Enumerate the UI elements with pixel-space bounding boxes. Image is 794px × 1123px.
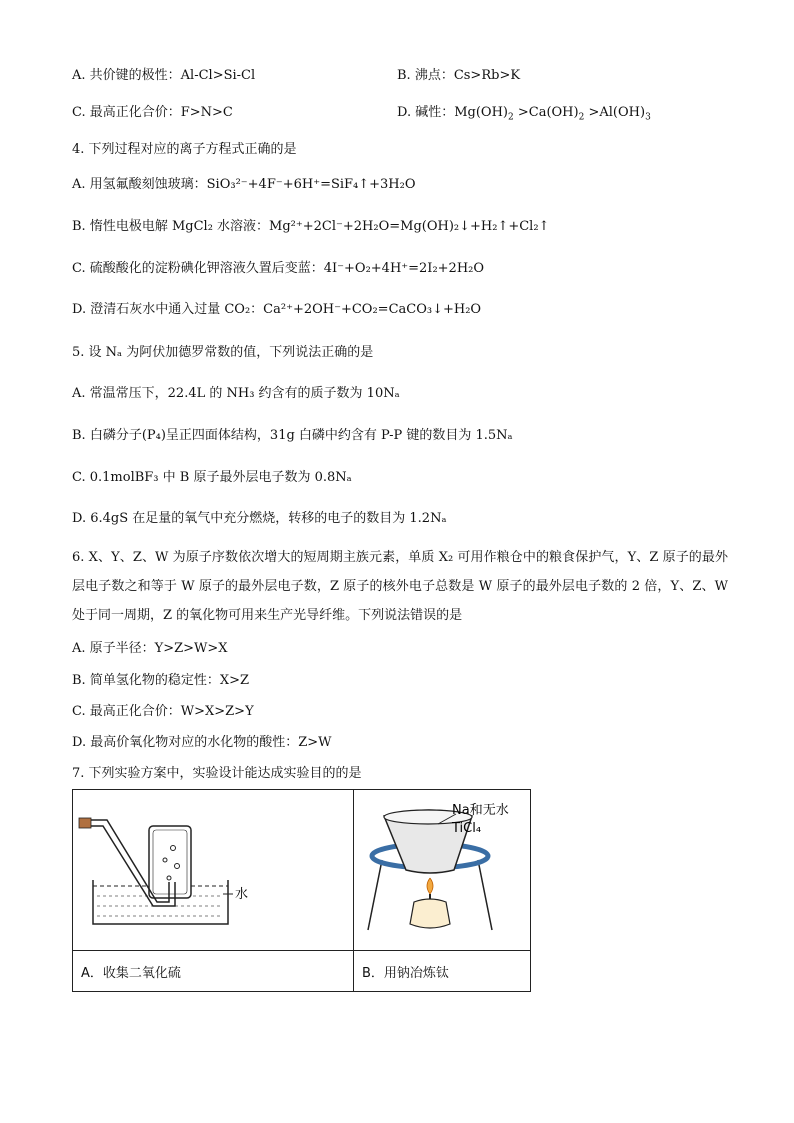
q5-option-d: D. 6.4gS 在足量的氧气中充分燃烧，转移的电子的数目为 1.2Nₐ: [72, 511, 447, 526]
q4-option-d: D. 澄清石灰水中通入过量 CO₂：Ca²⁺+2OH⁻+CO₂=CaCO₃↓+H₂O: [72, 302, 482, 317]
q5-option-c: C. 0.1molBF₃ 中 B 原子最外层电子数为 0.8Nₐ: [72, 470, 352, 485]
q6-option-c: C. 最高正化合价：W>X>Z>Y: [72, 704, 254, 719]
q3-option-c: C. 最高正化合价：F>N>C: [72, 105, 233, 120]
experiment-a-caption: A．收集二氧化硫: [73, 951, 354, 992]
experiment-b-caption: B．用钠冶炼钛: [354, 951, 531, 992]
q5-option-b: B. 白磷分子(P₄)呈正四面体结构，31g 白磷中约含有 P-P 键的数目为 1.5Nₐ: [72, 428, 513, 443]
q5-option-a: A. 常温常压下，22.4L 的 NH₃ 约含有的质子数为 10Nₐ: [72, 386, 400, 401]
reagent-label-na: Na和无水: [452, 803, 509, 818]
experiment-b-figure: [354, 790, 531, 951]
water-label: 水: [235, 887, 249, 902]
gas-collection-diagram: [73, 790, 353, 946]
q6-option-a: A. 原子半径：Y>Z>W>X: [72, 641, 228, 656]
q4-stem: 4. 下列过程对应的离子方程式正确的是: [72, 142, 297, 157]
sodium-titanium-diagram: [354, 790, 530, 946]
q6-stem: 6. X、Y、Z、W 为原子序数依次增大的短周期主族元素，单质 X₂ 可用作粮仓中的粮食保护气，Y、Z 原子的最外层电子数之和等于 W 原子的最外层电子数，Z 原子的核外电子总数是 W 原子的最外层电子数的 2 倍，Y、Z、W 处于同一周期，Z 的氧化物可用来生产光导纤维。下列说法错误的是: [72, 550, 728, 623]
q4-option-a: A. 用氢氟酸刻蚀玻璃：SiO₃²⁻+4F⁻+6H⁺=SiF₄↑+3H₂O: [72, 177, 416, 192]
q4-option-c: C. 硫酸酸化的淀粉碘化钾溶液久置后变蓝：4I⁻+O₂+4H⁺=2I₂+2H₂O: [72, 261, 485, 276]
experiment-a-figure: [73, 790, 354, 951]
q3-option-a: A. 共价键的极性：Al-Cl>Si-Cl: [72, 68, 256, 83]
q7-stem: 7. 下列实验方案中，实验设计能达成实验目的的是: [72, 766, 362, 781]
q6-option-b: B. 简单氢化物的稳定性：X>Z: [72, 673, 249, 688]
reagent-label-ticl4: TiCl₄: [452, 821, 482, 836]
q3-option-b: B. 沸点：Cs>Rb>K: [397, 68, 521, 83]
q7-experiment-table: [72, 789, 531, 992]
q3-option-d: D. 碱性：$Mg(OH)_2 >Ca(OH)_2 >Al(OH)_3$: [397, 105, 651, 123]
q6-option-d: D. 最高价氧化物对应的水化物的酸性：Z>W: [72, 735, 332, 750]
q4-option-b: B. 惰性电极电解 MgCl₂ 水溶液：Mg²⁺+2Cl⁻+2H₂O=Mg(OH)₂↓+H₂↑+Cl₂↑: [72, 219, 550, 234]
q5-stem: 5. 设 Nₐ 为阿伏加德罗常数的值，下列说法正确的是: [72, 345, 374, 360]
